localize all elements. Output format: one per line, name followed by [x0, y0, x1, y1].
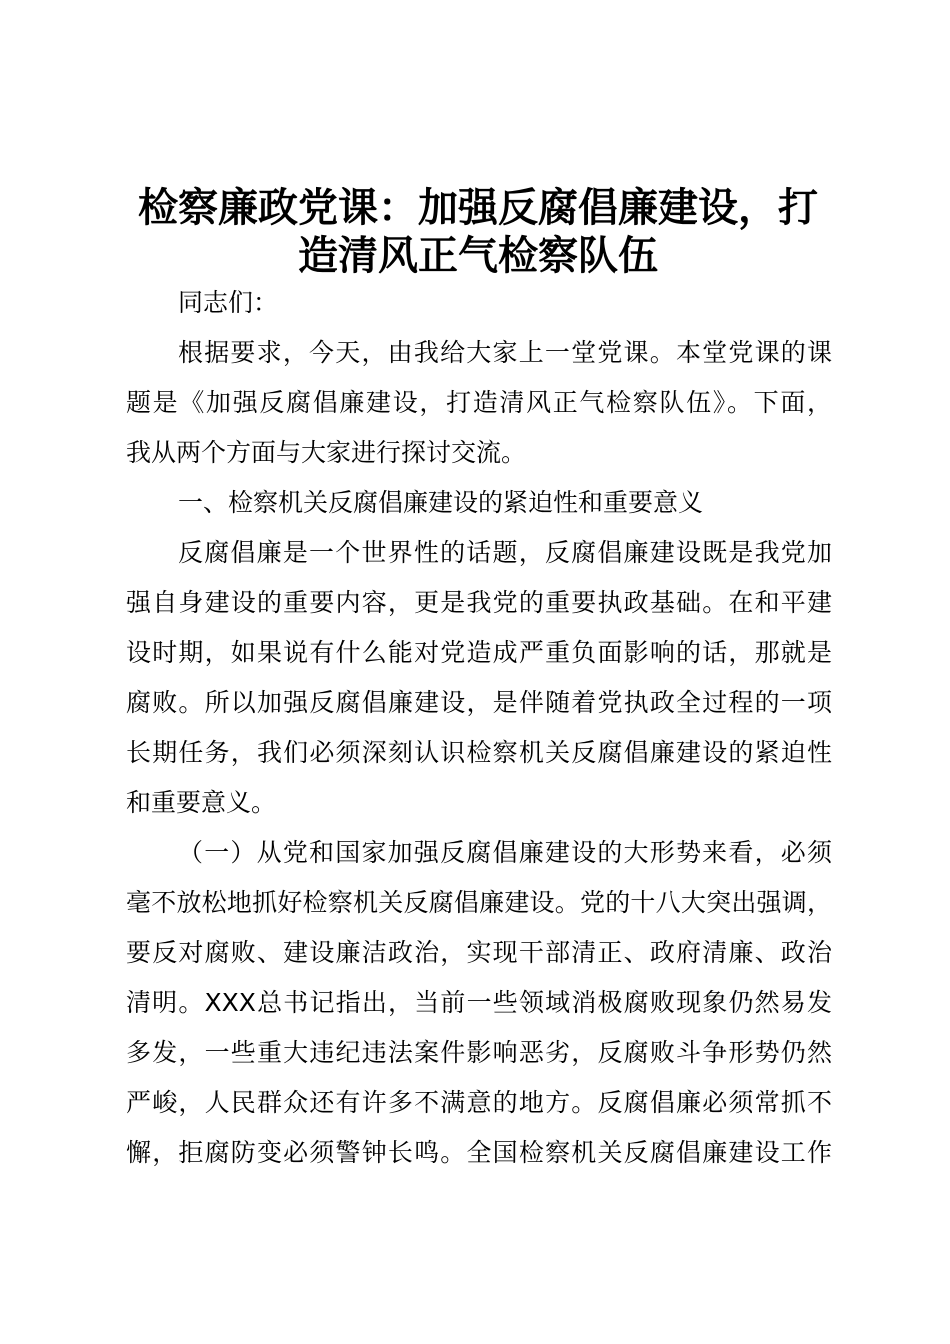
paragraph-line: 题是《加强反腐倡廉建设，打造清风正气检察队伍》。下面，	[126, 388, 832, 417]
paragraph-line: 要反对腐败、建设廉洁政治，实现干部清正、政府清廉、政治	[126, 938, 832, 967]
paragraph-line: 懈，拒腐防变必须警钟长鸣。全国检察机关反腐倡廉建设工作	[126, 1138, 832, 1167]
paragraph-line: 腐败。所以加强反腐倡廉建设，是伴随着党执政全过程的一项	[126, 688, 832, 717]
paragraph-line: 同志们：	[178, 288, 279, 317]
document-body	[126, 278, 832, 1178]
paragraph	[126, 478, 832, 528]
paragraph-line: 设时期，如果说有什么能对党造成严重负面影响的话，那就是	[126, 638, 832, 667]
paragraph-line: 清明。XXX总书记指出，当前一些领域消极腐败现象仍然易发	[126, 988, 832, 1017]
paragraph-line: 长期任务，我们必须深刻认识检察机关反腐倡廉建设的紧迫性	[126, 738, 832, 767]
paragraph-line: 反腐倡廉是一个世界性的话题，反腐倡廉建设既是我党加	[178, 538, 832, 567]
paragraph-line: 和重要意义。	[126, 788, 277, 817]
title-line: 检察廉政党课：加强反腐倡廉建设，打	[138, 185, 818, 231]
document-title	[120, 184, 836, 280]
paragraph	[126, 278, 832, 328]
paragraph-line: （一）从党和国家加强反腐倡廉建设的大形势来看，必须	[178, 838, 832, 867]
paragraph-line: 严峻，人民群众还有许多不满意的地方。反腐倡廉必须常抓不	[126, 1088, 832, 1117]
paragraph-line: 一、检察机关反腐倡廉建设的紧迫性和重要意义	[178, 488, 704, 517]
paragraph-line: 我从两个方面与大家进行探讨交流。	[126, 438, 527, 467]
title-line: 造清风正气检察队伍	[298, 233, 658, 279]
paragraph-line: 根据要求，今天，由我给大家上一堂党课。本堂党课的课	[178, 338, 832, 367]
paragraph	[126, 528, 832, 828]
paragraph-line: 强自身建设的重要内容，更是我党的重要执政基础。在和平建	[126, 588, 832, 617]
paragraph-line: 毫不放松地抓好检察机关反腐倡廉建设。党的十八大突出强调，	[126, 888, 832, 917]
paragraph-line: 多发，一些重大违纪违法案件影响恶劣，反腐败斗争形势仍然	[126, 1038, 832, 1067]
paragraph	[126, 328, 832, 478]
paragraph	[126, 828, 832, 1178]
